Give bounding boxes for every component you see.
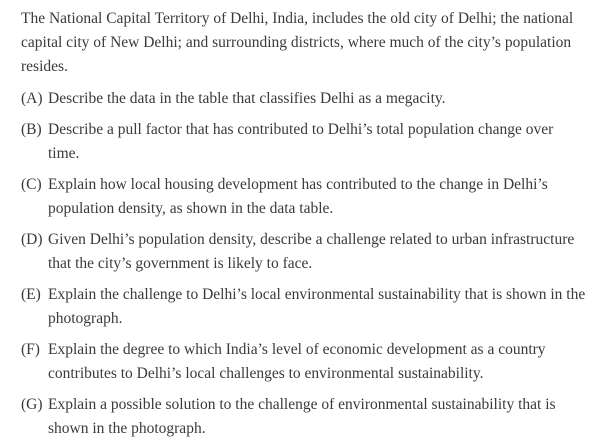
question-text: Explain the degree to which India’s level of economic development as a country contributes to Delhi’s local challenges to environmental sustainability. bbox=[48, 341, 546, 382]
question-item-e bbox=[21, 283, 588, 331]
question-label: (E) bbox=[21, 286, 41, 303]
question-text: Describe the data in the table that classifies Delhi as a megacity. bbox=[48, 90, 446, 107]
question-text: Describe a pull factor that has contributed to Delhi’s total population change over time. bbox=[48, 121, 554, 162]
question-label: (A) bbox=[21, 90, 43, 107]
question-text: Explain a possible solution to the challenge of environmental sustainability that is shown in the photograph. bbox=[48, 396, 556, 437]
question-label: (F) bbox=[21, 341, 40, 358]
intro-paragraph: The National Capital Territory of Delhi, India, includes the old city of Delhi; the national capital city of New Delhi; and surrounding districts, where much of the city’s population resides. bbox=[21, 10, 574, 75]
question-item-g bbox=[21, 393, 588, 441]
question-label: (D) bbox=[21, 231, 43, 248]
question-list bbox=[21, 87, 588, 441]
question-label: (C) bbox=[21, 176, 42, 193]
question-label: (G) bbox=[21, 396, 43, 413]
question-item-a bbox=[21, 87, 588, 111]
question-text: Given Delhi’s population density, describe a challenge related to urban infrastructure that the city’s government is likely to face. bbox=[48, 231, 575, 272]
question-label: (B) bbox=[21, 121, 42, 138]
question-item-f bbox=[21, 338, 588, 386]
question-item-c bbox=[21, 173, 588, 221]
question-text: Explain the challenge to Delhi’s local environmental sustainability that is shown in the photograph. bbox=[48, 286, 586, 327]
question-item-b bbox=[21, 118, 588, 166]
question-item-d bbox=[21, 228, 588, 276]
question-text: Explain how local housing development has contributed to the change in Delhi’s population density, as shown in the data table. bbox=[48, 176, 548, 217]
